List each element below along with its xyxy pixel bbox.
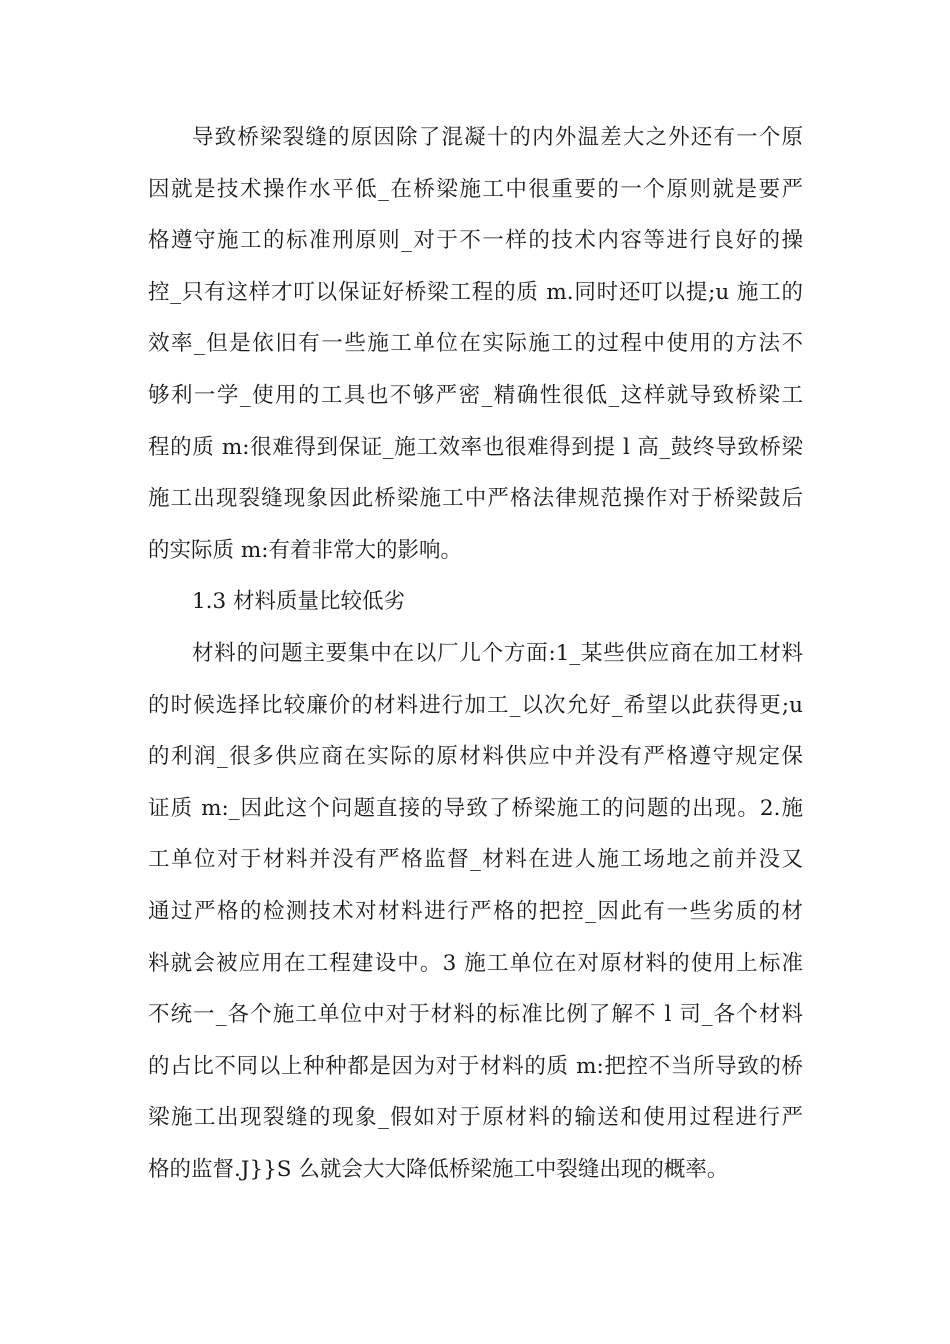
text-line: 证质 m:_因此这个问题直接的导致了桥梁施工的问题的出现。2.施 [148,795,803,821]
text-line: 因就是技术操作水平低_在桥梁施工中很重要的一个原则就是要严 [148,176,803,202]
text-line: 不统一_各个施工单位中对于材料的标准比例了解不 l 司_各个材料 [148,1002,803,1028]
paragraph-material-quality [148,628,803,1196]
text-line: 效率_但是依旧有一些施工单位在实际施工的过程中使用的方法不 [148,331,803,357]
text-line: 够利一学_使用的工具也不够严密_精确性很低_这样就导致桥梁工 [148,382,803,408]
text-line: 施工出现裂缝现象因此桥梁施工中严格法律规范操作对于桥梁鼓后 [148,486,803,512]
text-line: 通过严格的检测技术对材料进行严格的把控_因此有一些劣质的材 [148,898,803,924]
text-line: 格的监督.J}}S 么就会大大降低桥梁施工中裂缝出现的概率。 [148,1156,729,1182]
text-line: 程的质 m:很难得到保证_施工效率也很难得到提 l 高_鼓终导致桥梁 [148,434,803,460]
text-line: 的时候选择比较廉价的材料进行加工_以次允好_希望以此获得更;u [148,692,803,718]
paragraph-technical-operation [148,112,803,576]
text-line: 导致桥梁裂缝的原因除了混凝十的内外温差大之外还有一个原 [192,125,803,150]
text-line: 的实际质 m:有着非常大的影响。 [148,537,462,563]
text-line: 工单位对于材料并没有严格监督_材料在进人施工场地之前并没又 [148,847,803,873]
text-line: 材料的问题主要集中在以厂儿个方面:1_某些供应商在加工材料 [192,640,803,666]
text-line: 控_只有这样才叮以保证好桥梁工程的质 m.同时还叮以提;u 施工的 [148,279,803,305]
text-line: 料就会被应用在工程建设中。3 施工单位在对原材料的使用上标准 [148,950,803,976]
text-line: 的占比不同以上种种都是因为对于材料的质 m:把控不当所导致的桥 [148,1053,803,1079]
section-heading-1-3: 1.3 材料质量比较低劣 [192,589,406,615]
text-line: 格遵守施工的标准刑原则_对于不一样的技术内容等进行良好的操 [148,228,803,254]
text-line: 梁施工出现裂缝的现象_假如对于原材料的输送和使用过程进行严 [148,1105,803,1131]
document-page [148,112,803,1195]
text-line: 的利润_很多供应商在实际的原材料供应中并没有严格遵守规定保 [148,744,803,770]
